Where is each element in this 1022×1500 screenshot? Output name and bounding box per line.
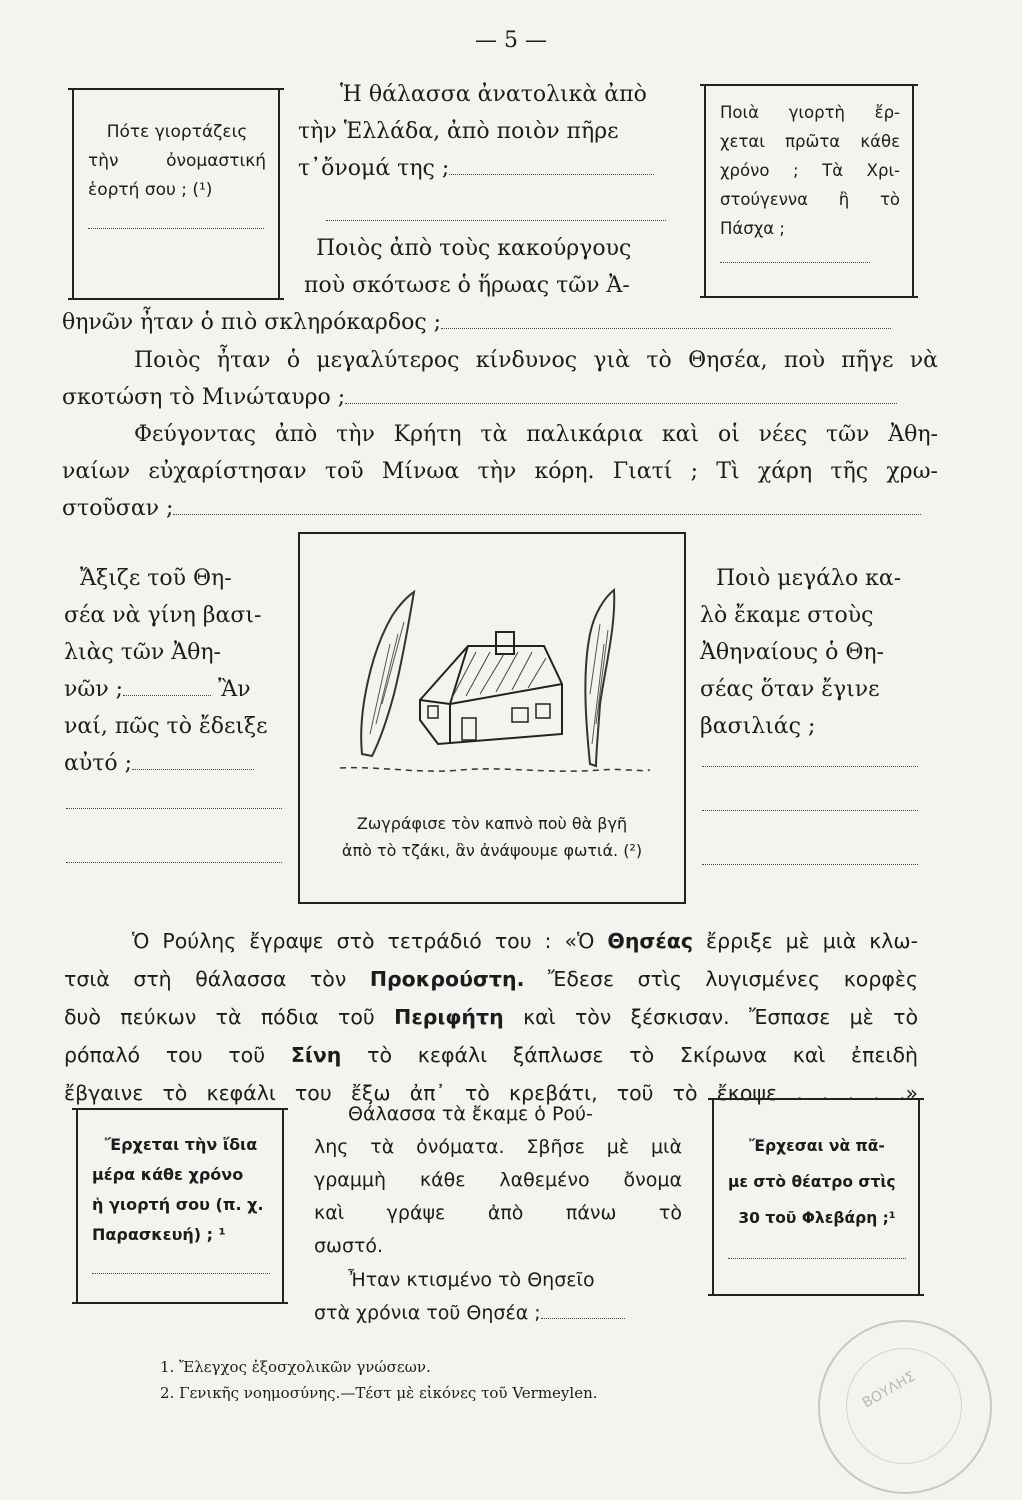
text-line: ἔβγαινε τὸ κεφάλι του ἔξω ἀπ᾽ τὸ κρεβάτι, τοῦ τὸ ἔκοψε . . . . .» (64, 1081, 918, 1105)
box-theatre (712, 1098, 920, 1296)
box-line: ἡ γιορτή σου (π. χ. (92, 1195, 264, 1214)
box-line: χεται πρῶτα κάθε (720, 132, 900, 151)
box-line: Παρασκευή) ; ¹ (92, 1225, 226, 1244)
question-flee (62, 416, 938, 527)
wrong-name[interactable]: Σίνη (290, 1043, 342, 1067)
answer-line[interactable] (702, 766, 918, 767)
wrong-name[interactable]: Περιφήτη (394, 1005, 504, 1029)
question-king-left (64, 560, 286, 782)
text-line: λιὰς τῶν Ἀθη- (64, 640, 221, 665)
instructions-correct (314, 1098, 682, 1263)
box-line: τὴν ὀνομαστική (88, 151, 266, 171)
footnote-2: 2. Γενικῆς νοημοσύνης.—Τέστ μὲ εἰκόνες τοῦ Vermeylen. (160, 1384, 598, 1402)
text-span: ἔρριξε μὲ μιὰ κλω- (706, 929, 918, 953)
text-line: Ἡ θάλασσα ἀνατολικὰ ἀπὸ (340, 82, 647, 107)
question-danger (62, 342, 938, 416)
text-line: Ἄξιζε τοῦ Θη- (80, 566, 232, 591)
text-line: Ποιὸ μεγάλο κα- (716, 566, 902, 591)
answer-line[interactable] (123, 694, 211, 696)
text-line: ναίων εὐχαρίστησαν τοῦ Μίνωα τὴν κόρη. Γιατί ; Τὶ χάρη τῆς χρω- (62, 459, 938, 484)
text-span: καὶ τὸν ξέσκισαν. Ἔσπασε μὲ τὸ (523, 1005, 918, 1029)
box-line: μέρα κάθε χρόνο (92, 1165, 244, 1184)
answer-line[interactable] (173, 513, 921, 515)
text-line: σέας ὅταν ἔγινε (700, 677, 880, 702)
text-line: Θάλασσα τὰ ἔκαμε ὁ Ρού- (348, 1103, 593, 1125)
answer-line[interactable] (66, 808, 282, 809)
box-line: Πάσχα ; (720, 219, 785, 238)
question-king-right (700, 560, 942, 745)
stamp-text: ΒΟΥΛΗΣ (859, 1368, 919, 1412)
box-line: Ἔρχεται τὴν ἴδια (104, 1135, 258, 1154)
text-line: αὐτό ; (64, 751, 133, 776)
text-line: Φεύγοντας ἀπὸ τὴν Κρήτη τὰ παλικάρια καὶ οἱ νέες τῶν Ἀθη- (134, 422, 938, 447)
text-line: γραμμὴ κάθε λαθεμένο ὄνομα (314, 1169, 682, 1191)
text-span: Ἔδεσε στὶς λυγισμένες κορφὲς (547, 967, 918, 991)
roulis-paragraph (64, 922, 918, 1112)
text-line: καὶ γράψε ἀπὸ πάνω τὸ (314, 1202, 682, 1224)
text-line: λὸ ἔκαμε στοὺς (700, 603, 874, 628)
answer-line[interactable] (132, 768, 254, 770)
text-span: Ὁ Ρούλης ἔγραψε στὸ τετράδιό του : «Ὁ (132, 929, 595, 953)
answer-line[interactable] (702, 864, 918, 865)
text-span: δυὸ πεύκων τὰ πόδια τοῦ (64, 1005, 375, 1029)
box-line: ἑορτή σου ; (¹) (88, 180, 213, 200)
text-line: στοῦσαν ; (62, 496, 174, 521)
text-line: Ἂν (218, 677, 251, 702)
box-line: Ἔρχεσαι νὰ πᾶ- (749, 1137, 885, 1155)
question-theseion (314, 1264, 694, 1330)
text-line: Ἦταν κτισμένο τὸ Θησεῖο (348, 1269, 595, 1291)
box-line: με στὸ θέατρο στὶς (728, 1173, 896, 1191)
text-line: Ποιὸς ἦταν ὁ μεγαλύτερος κίνδυνος γιὰ τὸ Θησέα, ποὺ πῆγε νὰ (134, 348, 938, 373)
answer-line[interactable] (541, 1317, 625, 1319)
library-stamp (818, 1320, 992, 1494)
text-line: λης τὰ ὀνόματα. Σβῆσε μὲ μιὰ (314, 1136, 682, 1158)
text-span: ρόπαλό του τοῦ (64, 1043, 266, 1067)
answer-line[interactable] (449, 173, 654, 175)
house-drawing[interactable] (300, 534, 684, 804)
text-line: θηνῶν ἦταν ὁ πιὸ σκληρόκαρδος ; (62, 310, 442, 335)
answer-line[interactable] (345, 402, 897, 404)
text-line: Ποιὸς ἀπὸ τοὺς κακούργους (316, 236, 632, 261)
answer-line[interactable] (88, 227, 264, 229)
footnote-1: 1. Ἔλεγχος ἐξοσχολικῶν γνώσεων. (160, 1358, 431, 1376)
picture-caption (300, 810, 684, 864)
text-line: σωστό. (314, 1235, 384, 1257)
text-line: στὰ χρόνια τοῦ Θησέα ; (314, 1302, 541, 1324)
box-line: Ποιὰ γιορτὴ ἔρ- (720, 103, 900, 122)
box-same-day (76, 1108, 284, 1304)
text-line: ναί, πῶς τὸ ἔδειξε (64, 714, 268, 739)
picture-frame (298, 532, 686, 904)
text-line: ποὺ σκότωσε ὁ ἥρωας τῶν Ἀ- (304, 273, 630, 298)
question-villain (62, 230, 938, 341)
wrong-name[interactable]: Προκρούστη. (369, 967, 525, 991)
wrong-name[interactable]: Θησέας (607, 929, 694, 953)
text-line: τὴν Ἑλλάδα, ἀπὸ ποιὸν πῆρε (298, 119, 619, 144)
text-line: βασιλιάς ; (700, 714, 816, 739)
box-line: χρόνο ; Τὰ Χρι- (720, 161, 900, 180)
text-span: τὸ κεφάλι ξάπλωσε τὸ Σκίρωνα καὶ ἐπειδὴ (367, 1043, 918, 1067)
box-line: 30 τοῦ Φλεβάρη ;¹ (738, 1209, 896, 1227)
box-line: Πότε γιορτάζεις (106, 122, 248, 142)
answer-line[interactable] (326, 220, 666, 221)
text-span: τσιὰ στὴ θάλασσα τὸν (64, 967, 347, 991)
answer-line[interactable] (702, 810, 918, 811)
answer-line[interactable] (728, 1257, 906, 1259)
text-line: σέα νὰ γίνη βασι- (64, 603, 262, 628)
text-line: σκοτώση τὸ Μινώταυρο ; (62, 385, 346, 410)
answer-line[interactable] (92, 1272, 270, 1274)
answer-line[interactable] (441, 327, 891, 329)
text-line: Ἀθηναίους ὁ Θη- (700, 640, 884, 665)
answer-line[interactable] (66, 862, 282, 863)
caption-line: Ζωγράφισε τὸν καπνὸ ποὺ θὰ βγῆ (356, 814, 628, 833)
text-line: τ᾽ὄνομά της ; (298, 156, 450, 181)
box-line: στούγεννα ἢ τὸ (720, 190, 900, 209)
question-sea (298, 76, 678, 187)
caption-line: ἀπὸ τὸ τζάκι, ἂν ἀνάψουμε φωτιά. (²) (341, 841, 643, 860)
text-line: νῶν ; (64, 677, 124, 702)
page-number: — 5 — (475, 28, 547, 53)
